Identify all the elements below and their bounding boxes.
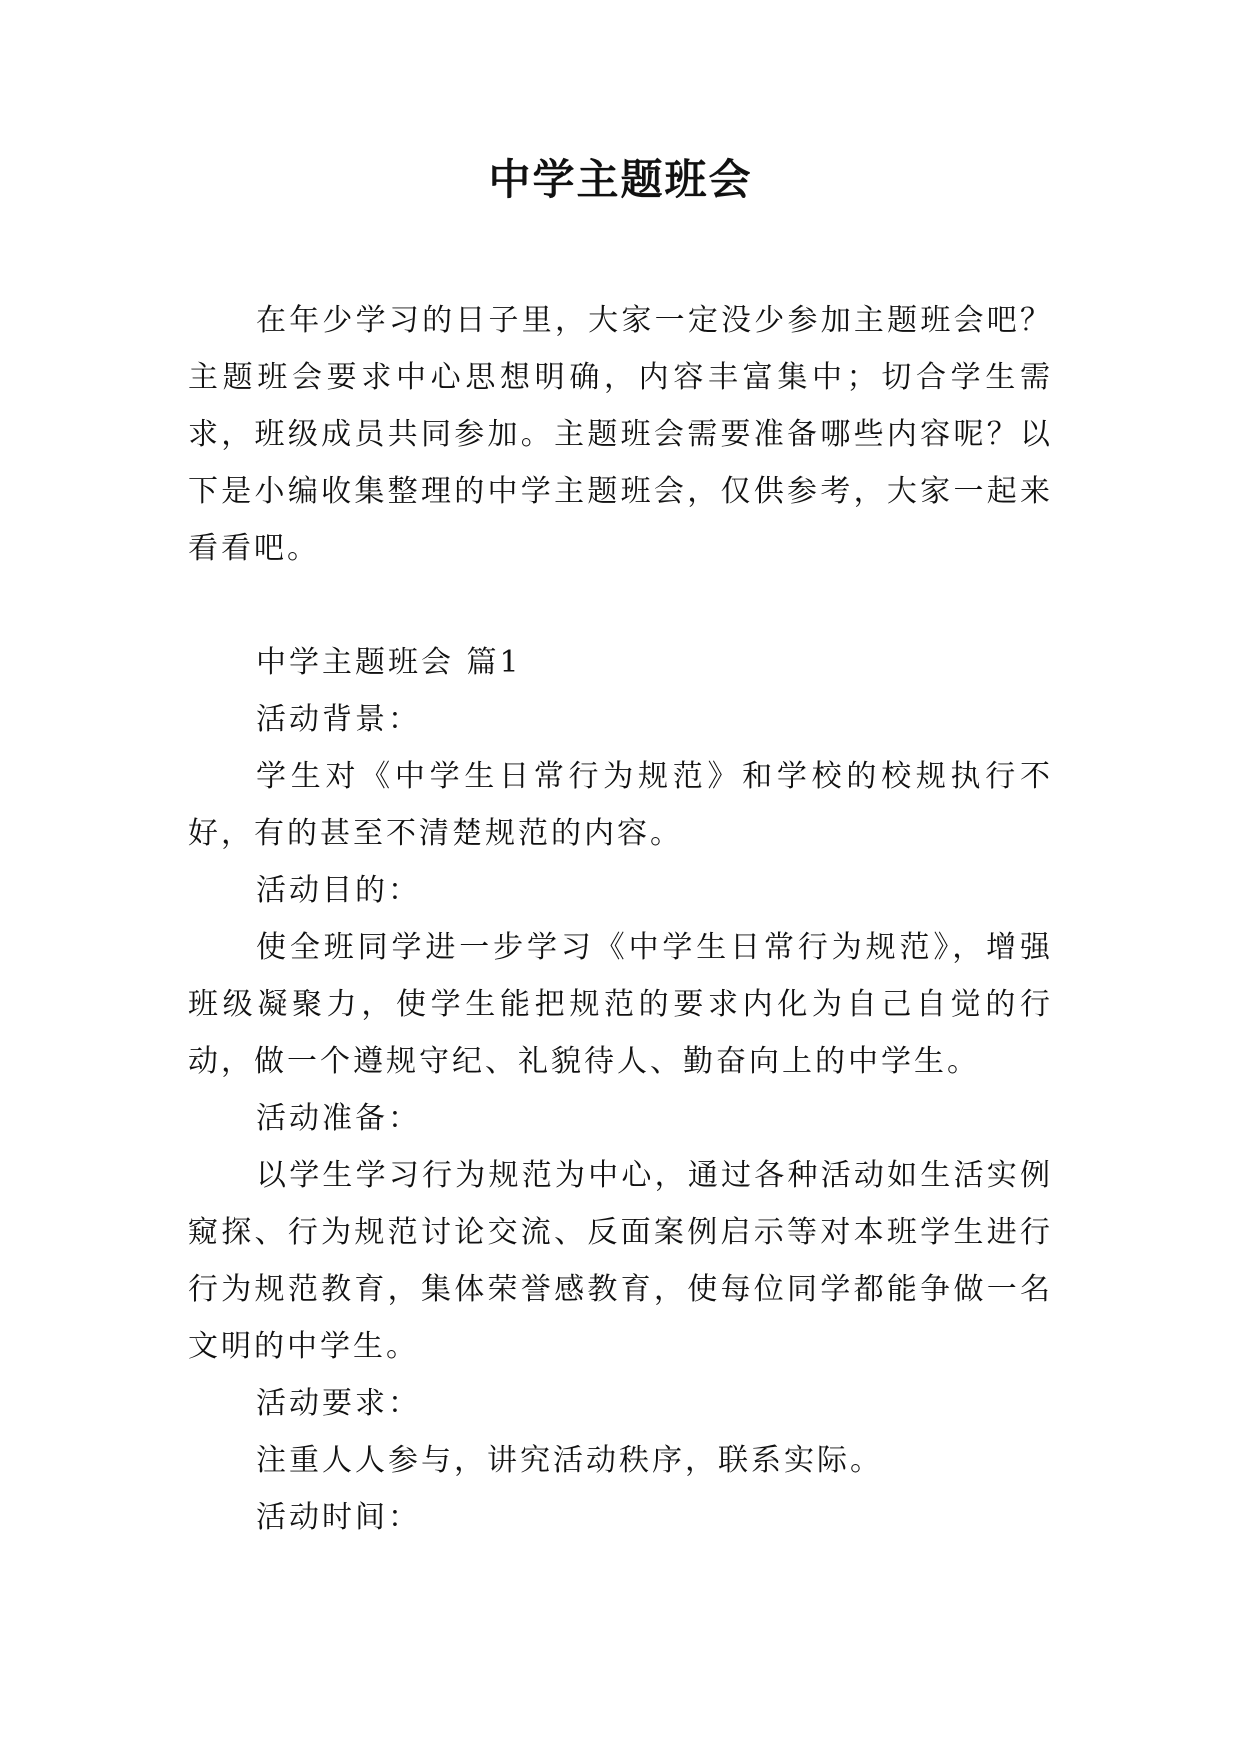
section-heading: 中学主题班会 篇1 [256, 645, 522, 680]
intro-paragraph: 在年少学习的日子里，大家一定没少参加主题班会吧？主题班会要求中心思想明确，内容丰富集中；切合学生需求，班级成员共同参加。主题班会需要准备哪些内容呢？以下是小编收集整理的中学主题班会，仅供参考，大家一起来看看吧。 [188, 303, 1053, 566]
document-title: 中学主题班会 [488, 155, 753, 204]
paragraph-requirements-label: 活动要求： [256, 1386, 421, 1421]
paragraph-requirements: 注重人人参与，讲究活动秩序，联系实际。 [256, 1443, 883, 1478]
paragraph-background-label: 活动背景： [256, 702, 421, 737]
paragraph-time-label: 活动时间： [256, 1500, 421, 1535]
paragraph-preparation-label: 活动准备： [256, 1101, 421, 1136]
paragraph-purpose-label: 活动目的： [256, 873, 421, 908]
document-body [188, 292, 1053, 1546]
paragraph-background: 学生对《中学生日常行为规范》和学校的校规执行不好，有的甚至不清楚规范的内容。 [188, 759, 1053, 851]
paragraph-purpose: 使全班同学进一步学习《中学生日常行为规范》，增强班级凝聚力，使学生能把规范的要求内化为自己自觉的行动，做一个遵规守纪、礼貌待人、勤奋向上的中学生。 [188, 930, 1053, 1079]
paragraph-preparation: 以学生学习行为规范为中心，通过各种活动如生活实例窥探、行为规范讨论交流、反面案例启示等对本班学生进行行为规范教育，集体荣誉感教育，使每位同学都能争做一名文明的中学生。 [188, 1158, 1053, 1364]
